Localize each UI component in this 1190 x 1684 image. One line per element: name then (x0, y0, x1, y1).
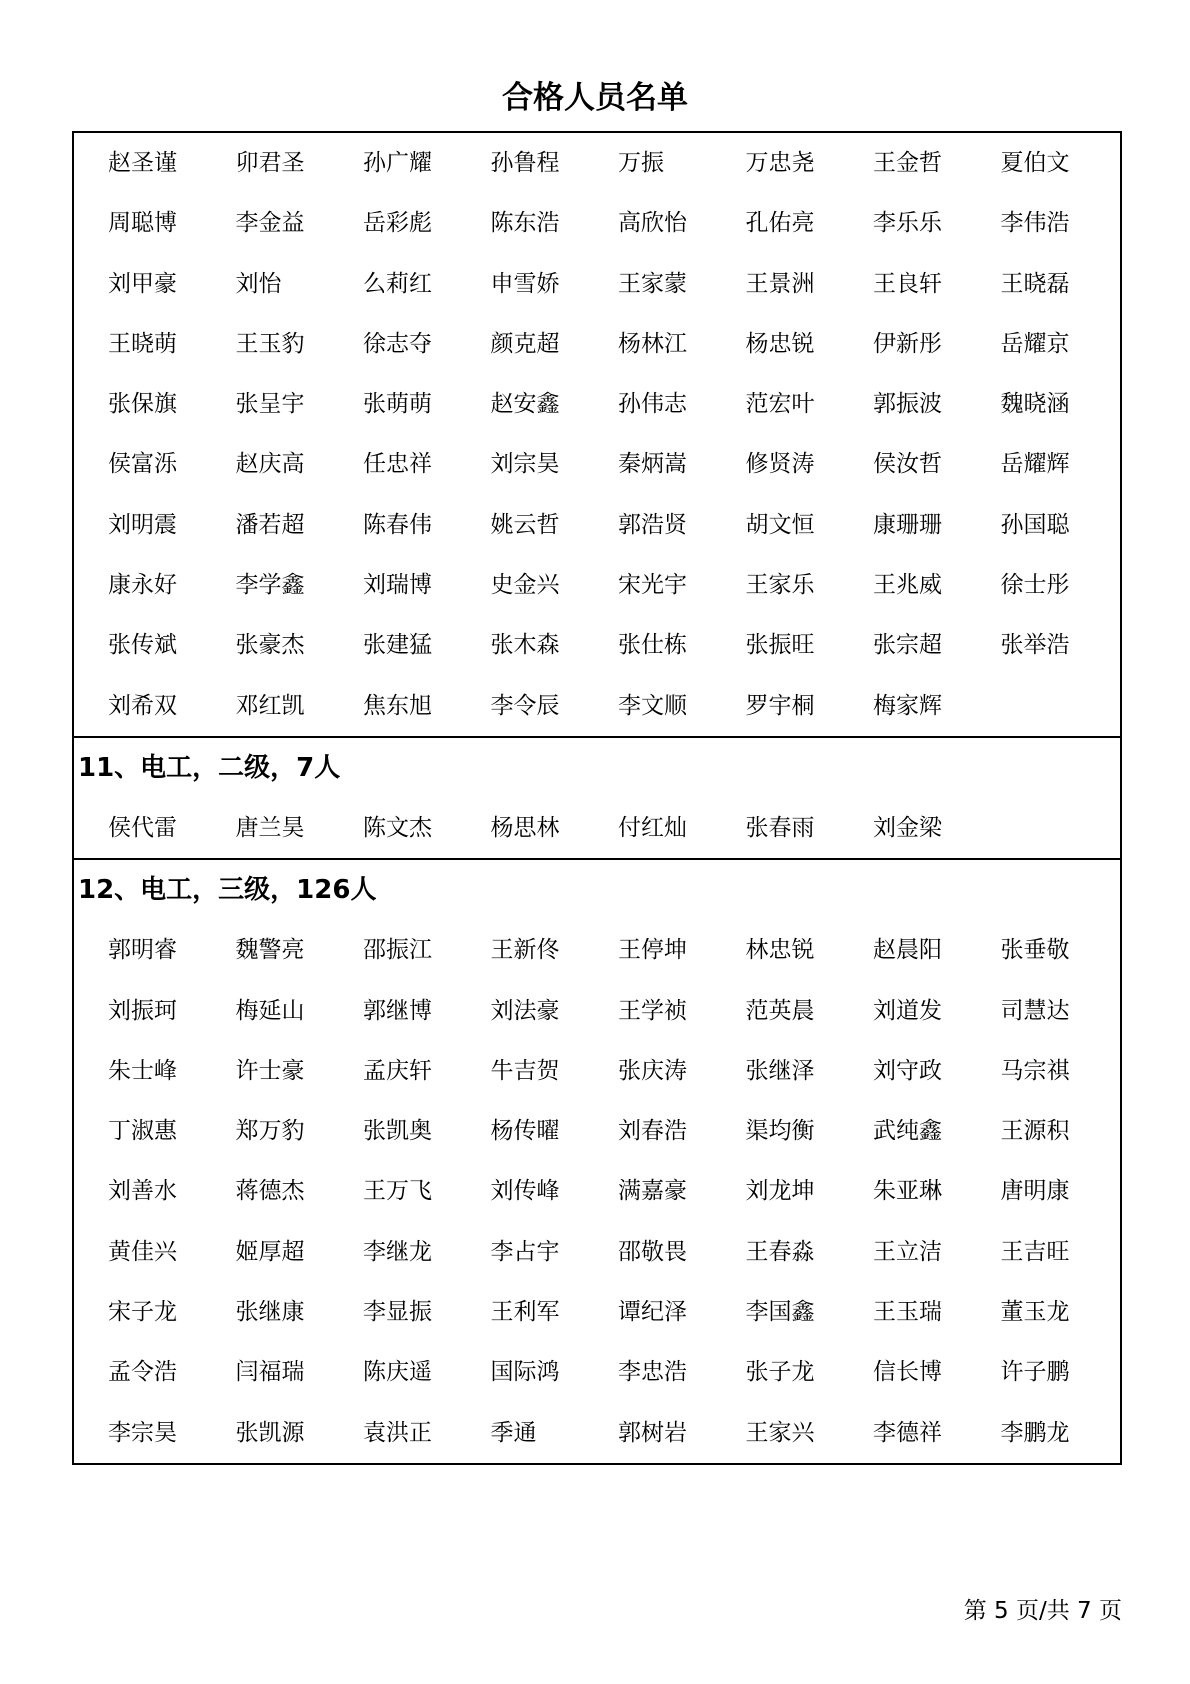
name-cell: 刘守政 (873, 1057, 942, 1084)
name-cell: 陈文杰 (363, 814, 432, 841)
name-cell: 蒋德杰 (235, 1178, 305, 1205)
name-grid (74, 920, 1120, 1463)
name-cell: 丁淑惠 (108, 1118, 177, 1145)
name-cell: 刘怡 (235, 270, 282, 297)
name-cell: 李伟浩 (1000, 210, 1070, 237)
name-cell: 王晓萌 (108, 330, 177, 357)
name-cell: 张传斌 (108, 632, 177, 659)
name-cell: 王良轩 (873, 270, 942, 297)
name-cell: 李学鑫 (235, 572, 305, 599)
name-cell: 侯汝哲 (873, 451, 942, 478)
name-cell: 赵庆高 (235, 451, 305, 478)
name-cell: 赵晨阳 (873, 937, 942, 964)
name-cell: 侯富泺 (108, 451, 177, 478)
name-cell: 刘龙坤 (745, 1178, 815, 1205)
name-cell: 许士豪 (235, 1057, 305, 1084)
name-cell: 许子鹏 (1000, 1359, 1070, 1386)
name-cell: 郭明睿 (108, 937, 177, 964)
name-cell: 张振旺 (745, 632, 815, 659)
name-cell: 修贤涛 (745, 451, 815, 478)
name-cell: 李鹏龙 (1000, 1419, 1070, 1446)
name-cell: 范宏叶 (745, 391, 815, 418)
roster-table (72, 131, 1122, 1465)
name-grid (74, 133, 1120, 736)
name-cell: 陈庆遥 (363, 1359, 432, 1386)
name-cell: 王利军 (490, 1299, 560, 1326)
name-cell: 王源积 (1000, 1118, 1070, 1145)
name-cell: 颜克超 (490, 330, 560, 357)
name-cell: 刘明震 (108, 511, 177, 538)
name-cell: 王家蒙 (618, 270, 687, 297)
name-cell: 万忠尧 (745, 150, 815, 176)
name-cell: 张豪杰 (235, 632, 305, 659)
name-cell: 李占宇 (490, 1238, 560, 1265)
name-cell: 唐明康 (1000, 1178, 1070, 1205)
name-cell: 秦炳嵩 (618, 451, 687, 478)
name-cell: 王家乐 (745, 572, 815, 599)
name-cell: 满嘉豪 (618, 1178, 687, 1205)
name-cell: 邵振江 (363, 937, 432, 964)
name-cell: 郭树岩 (618, 1419, 687, 1446)
name-cell: 郭继博 (363, 997, 432, 1024)
name-cell: 孙鲁程 (490, 150, 560, 176)
name-cell: 岳彩彪 (363, 210, 432, 237)
name-cell: 张垂敬 (1000, 937, 1070, 964)
name-cell: 张春雨 (745, 814, 815, 841)
name-cell: 王万飞 (363, 1178, 432, 1205)
name-cell: 孟令浩 (108, 1359, 177, 1386)
name-cell: 李忠浩 (618, 1359, 687, 1386)
name-cell: 张凯源 (235, 1419, 305, 1446)
name-cell: 马宗祺 (1000, 1057, 1070, 1084)
name-cell: 梅家辉 (873, 692, 942, 719)
name-cell: 付红灿 (618, 814, 687, 841)
name-cell: 邓红凯 (235, 692, 305, 719)
name-cell: 董玉龙 (1000, 1299, 1070, 1326)
name-cell: 袁洪正 (363, 1419, 432, 1446)
name-cell: 姚云哲 (490, 511, 560, 538)
name-cell: 刘甲豪 (108, 270, 177, 297)
name-cell: 李金益 (235, 210, 305, 237)
name-cell: 国际鸿 (490, 1359, 560, 1386)
name-cell: 刘金梁 (873, 814, 942, 841)
name-cell: 王兆威 (873, 572, 942, 599)
name-cell: 郭振波 (873, 391, 942, 418)
name-cell: 武纯鑫 (873, 1118, 942, 1145)
name-cell: 王吉旺 (1000, 1238, 1070, 1265)
name-cell: 梅延山 (235, 997, 305, 1024)
name-cell: 王新佟 (490, 937, 560, 964)
name-cell: 谭纪泽 (618, 1299, 687, 1326)
name-cell: 陈春伟 (363, 511, 432, 538)
section-header: 12、电工，三级，126人 (78, 875, 377, 906)
name-cell: 黄佳兴 (108, 1238, 177, 1265)
name-cell: 杨思林 (490, 814, 560, 841)
name-cell: 罗宇桐 (745, 692, 815, 719)
name-cell: 刘宗昊 (490, 451, 560, 478)
name-cell: 申雪娇 (490, 270, 560, 297)
name-cell: 王立洁 (873, 1238, 942, 1265)
name-cell: 刘希双 (108, 692, 177, 719)
name-cell: 朱亚琳 (873, 1178, 942, 1205)
name-cell: 赵圣谨 (108, 150, 177, 176)
name-cell: 杨忠锐 (745, 330, 815, 357)
roster-section (74, 133, 1120, 736)
name-cell: 宋光宇 (618, 572, 687, 599)
name-cell: 刘善水 (108, 1178, 177, 1205)
name-cell: 李乐乐 (873, 210, 942, 237)
name-cell: 刘春浩 (618, 1118, 687, 1145)
name-cell: 张继康 (235, 1299, 305, 1326)
name-cell: 林忠锐 (745, 937, 815, 964)
name-cell: 宋子龙 (108, 1299, 177, 1326)
roster-section (74, 858, 1120, 1463)
name-cell: 周聪博 (108, 210, 177, 237)
name-cell: 李宗昊 (108, 1419, 177, 1446)
page-number: 第 5 页/共 7 页 (963, 1598, 1122, 1624)
name-cell: 季通 (490, 1419, 537, 1446)
name-cell: 张子龙 (745, 1359, 815, 1386)
name-cell: 岳耀京 (1000, 330, 1070, 357)
name-cell: 万振 (618, 150, 664, 176)
name-cell: 张仕栋 (618, 632, 687, 659)
name-cell: 刘传峰 (490, 1178, 560, 1205)
name-cell: 李文顺 (618, 692, 687, 719)
name-cell: 李继龙 (363, 1238, 432, 1265)
name-cell: 郑万豹 (235, 1118, 305, 1145)
name-cell: 张建猛 (363, 632, 432, 659)
name-cell: 张萌萌 (363, 391, 432, 418)
name-cell: 唐兰昊 (235, 814, 305, 841)
name-cell: 么莉红 (363, 270, 432, 297)
name-cell: 孔佑亮 (745, 210, 815, 237)
name-cell: 王晓磊 (1000, 270, 1070, 297)
name-cell: 史金兴 (490, 572, 560, 599)
name-cell: 王春淼 (745, 1238, 815, 1265)
name-cell: 孙广耀 (363, 150, 432, 176)
name-cell: 高欣怡 (618, 210, 687, 237)
name-cell: 魏晓涵 (1000, 391, 1070, 418)
name-cell: 张举浩 (1000, 632, 1070, 659)
name-cell: 闫福瑞 (235, 1359, 305, 1386)
name-cell: 司慧达 (1000, 997, 1070, 1024)
name-cell: 信长博 (873, 1359, 942, 1386)
name-cell: 杨传曜 (490, 1118, 560, 1145)
name-cell: 范英晨 (745, 997, 815, 1024)
name-cell: 王停坤 (618, 937, 687, 964)
name-cell: 任忠祥 (363, 451, 432, 478)
page-title: 合格人员名单 (502, 80, 688, 116)
name-cell: 康永好 (108, 572, 177, 599)
name-cell: 王玉瑞 (873, 1299, 942, 1326)
name-cell: 孙伟志 (618, 391, 687, 418)
name-cell: 侯代雷 (108, 814, 177, 841)
name-cell: 王金哲 (873, 150, 942, 176)
name-cell: 康珊珊 (873, 511, 942, 538)
name-cell: 李令辰 (490, 692, 560, 719)
name-cell: 朱士峰 (108, 1057, 177, 1084)
name-cell: 刘道发 (873, 997, 942, 1024)
name-cell: 王景洲 (745, 270, 815, 297)
name-cell: 魏警亮 (235, 937, 305, 964)
name-cell: 王学祯 (618, 997, 687, 1024)
name-cell: 郭浩贤 (618, 511, 687, 538)
name-cell: 刘法豪 (490, 997, 560, 1024)
name-cell: 伊新彤 (873, 330, 942, 357)
name-cell: 张庆涛 (618, 1057, 687, 1084)
name-cell: 徐士彤 (1000, 572, 1070, 599)
name-cell: 李显振 (363, 1299, 432, 1326)
name-cell: 李德祥 (873, 1419, 942, 1446)
name-cell: 王玉豹 (235, 330, 305, 357)
name-cell: 张呈宇 (235, 391, 305, 418)
name-cell: 张木森 (490, 632, 560, 659)
name-cell: 卯君圣 (235, 150, 305, 176)
name-cell: 张保旗 (108, 391, 177, 418)
name-cell: 陈东浩 (490, 210, 560, 237)
name-cell: 姬厚超 (235, 1238, 305, 1265)
roster-section (74, 736, 1120, 858)
name-cell: 胡文恒 (745, 511, 815, 538)
name-cell: 渠均衡 (745, 1118, 815, 1145)
name-cell: 潘若超 (235, 511, 305, 538)
name-cell: 张继泽 (745, 1057, 815, 1084)
name-cell: 李国鑫 (745, 1299, 815, 1326)
name-cell: 杨林江 (618, 330, 687, 357)
name-cell: 孙国聪 (1000, 511, 1070, 538)
name-cell: 牛吉贺 (490, 1057, 560, 1084)
name-cell: 刘振珂 (108, 997, 177, 1024)
section-header: 11、电工，二级，7人 (78, 752, 341, 783)
name-cell: 张凯奥 (363, 1118, 432, 1145)
name-cell: 张宗超 (873, 632, 942, 659)
name-cell: 徐志夺 (363, 330, 432, 357)
name-cell: 焦东旭 (363, 692, 432, 719)
name-grid (74, 798, 1120, 858)
name-cell: 王家兴 (745, 1419, 815, 1446)
name-cell: 孟庆轩 (363, 1057, 432, 1084)
name-cell: 岳耀辉 (1000, 451, 1070, 478)
name-cell: 夏伯文 (1000, 150, 1070, 176)
name-cell: 邵敬畏 (618, 1238, 687, 1265)
name-cell: 刘瑞博 (363, 572, 432, 599)
name-cell: 赵安鑫 (490, 391, 560, 418)
